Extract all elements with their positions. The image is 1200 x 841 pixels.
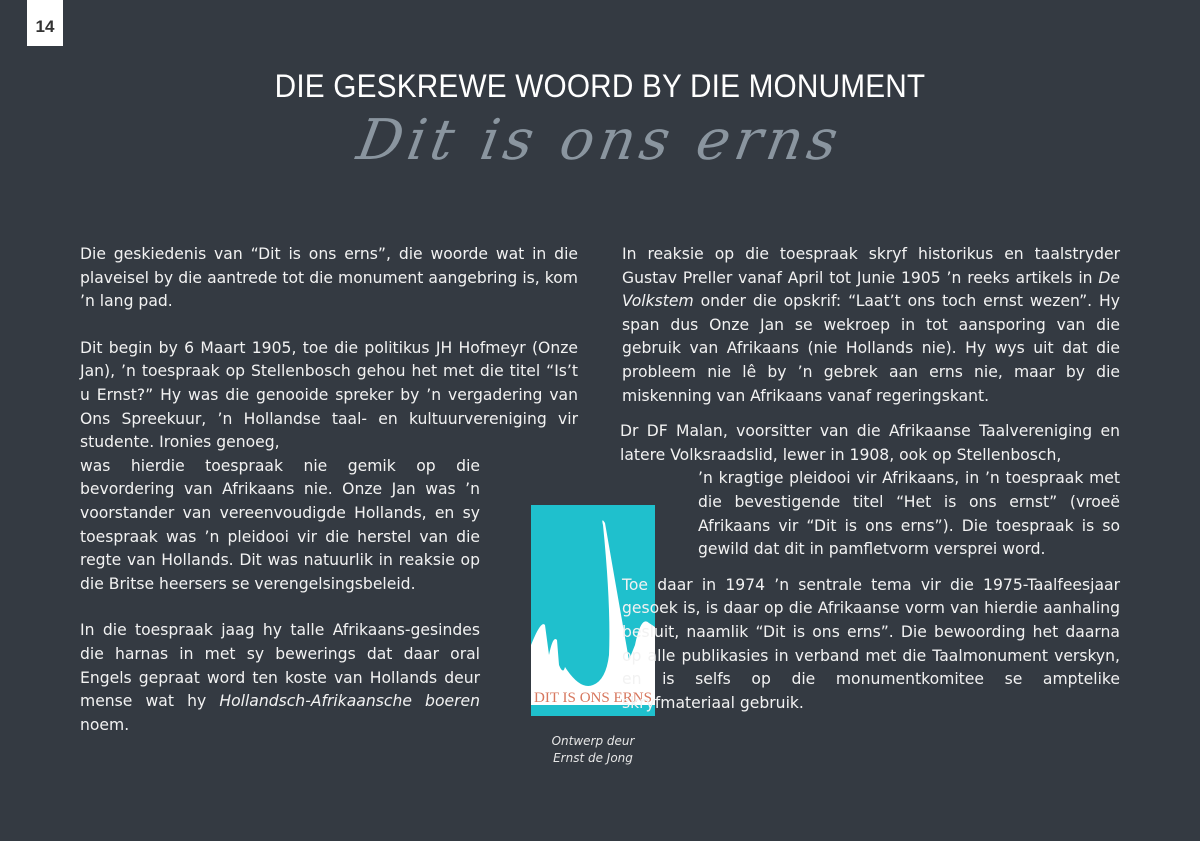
paragraph: Die geskiedenis van “Dit is ons erns”, die woorde wat in die plaveisel by die aantrede tot die monument aangebring is, kom ’n lang pad. xyxy=(80,245,578,311)
caption-line: Ernst de Jong xyxy=(553,751,633,765)
paragraph-part-wrapped: was hierdie toespraak nie gemik op die bevordering van Afrikaans nie. Onze Jan was ’n voorstander van vereenvoudigde Hollands, en sy toespraak was ’n pleidooi vir die herstel van die regte van Hollands. Dit was natuurlik in reaksie op die Britse heersers se verengelsingsbeleid. xyxy=(80,456,480,593)
paragraph-text: In reaksie op die toespraak skryf historikus en taalstryder Gustav Preller vanaf April tot Junie 1905 ’n reeks artikels in xyxy=(622,245,1120,287)
paragraph-part: Dr DF Malan, voorsitter van die Afrikaanse Taalvereniging en latere Volksraadslid, lewer in 1908, ook op Stellenbosch, xyxy=(620,422,1120,464)
paragraph xyxy=(622,243,1120,408)
left-column xyxy=(80,243,578,751)
emphasis-text: De Volkstem xyxy=(622,268,1120,311)
paragraph: Toe daar in 1974 ’n sentrale tema vir die 1975-Taalfeesjaar gesoek is, is daar op die Afrikaanse vorm van hierdie aanhaling besluit, naamlik “Dit is ons erns”. Die bewoording het daarna op alle publikasies in verband met die Taalmonument verskyn, en is selfs op die monumentkomitee se amptelike skryfmateriaal gebruik. xyxy=(622,575,1120,712)
page-number: 14 xyxy=(27,0,63,46)
right-column xyxy=(622,243,1120,729)
poster-text: DIT IS ONS ERNS xyxy=(534,690,652,706)
paragraph-text: In die toespraak jaag hy talle Afrikaans-gesindes die harnas in met sy bewerings dat daar oral Engels gepraat word ten koste van Hollands deur mense wat hy xyxy=(80,621,480,711)
paragraph xyxy=(80,337,578,597)
paragraph-part-wrapped: ’n kragtige pleidooi vir Afrikaans, in ’n toespraak met die bevestigende titel “Het is ons ernst” (vroeë Afrikaans vir “Dit is ons erns”). Die toespraak is so gewild dat dit in pamfletvorm versprei word. xyxy=(698,469,1120,559)
paragraph xyxy=(622,420,1120,562)
emphasis-text: Hollandsch-Afrikaansche boeren xyxy=(219,692,480,711)
caption-line: Ontwerp deur xyxy=(551,734,635,748)
paragraph-text: onder die opskrif: “Laat’t ons toch ernst wezen”. Hy span dus Onze Jan se wekroep in tot aansporing van die gebruik van Afrikaans (nie Hollands nie). Hy wys uit dat die probleem nie lê by ’n gebrek aan erns nie, maar by die miskenning van Afrikaans vanaf regeringskant. xyxy=(622,292,1120,405)
page-title: DIE GESKREWE WOORD BY DIE MONUMENT xyxy=(274,68,926,104)
page-subtitle: Dit is ons erns xyxy=(352,108,848,173)
paragraph-part: Dit begin by 6 Maart 1905, toe die politikus JH Hofmeyr (Onze Jan), ’n toespraak op Stellenbosch gehou het met die titel “Is’t u Ernst?” Hy was die genooide spreker by ’n vergadering van Ons Spreekuur, ’n Hollandse taal- en kultuurvereniging vir studente. Ironies genoeg, xyxy=(80,338,578,452)
paragraph xyxy=(80,619,480,737)
paragraph-text: noem. xyxy=(80,715,130,734)
figure-caption xyxy=(531,733,655,767)
